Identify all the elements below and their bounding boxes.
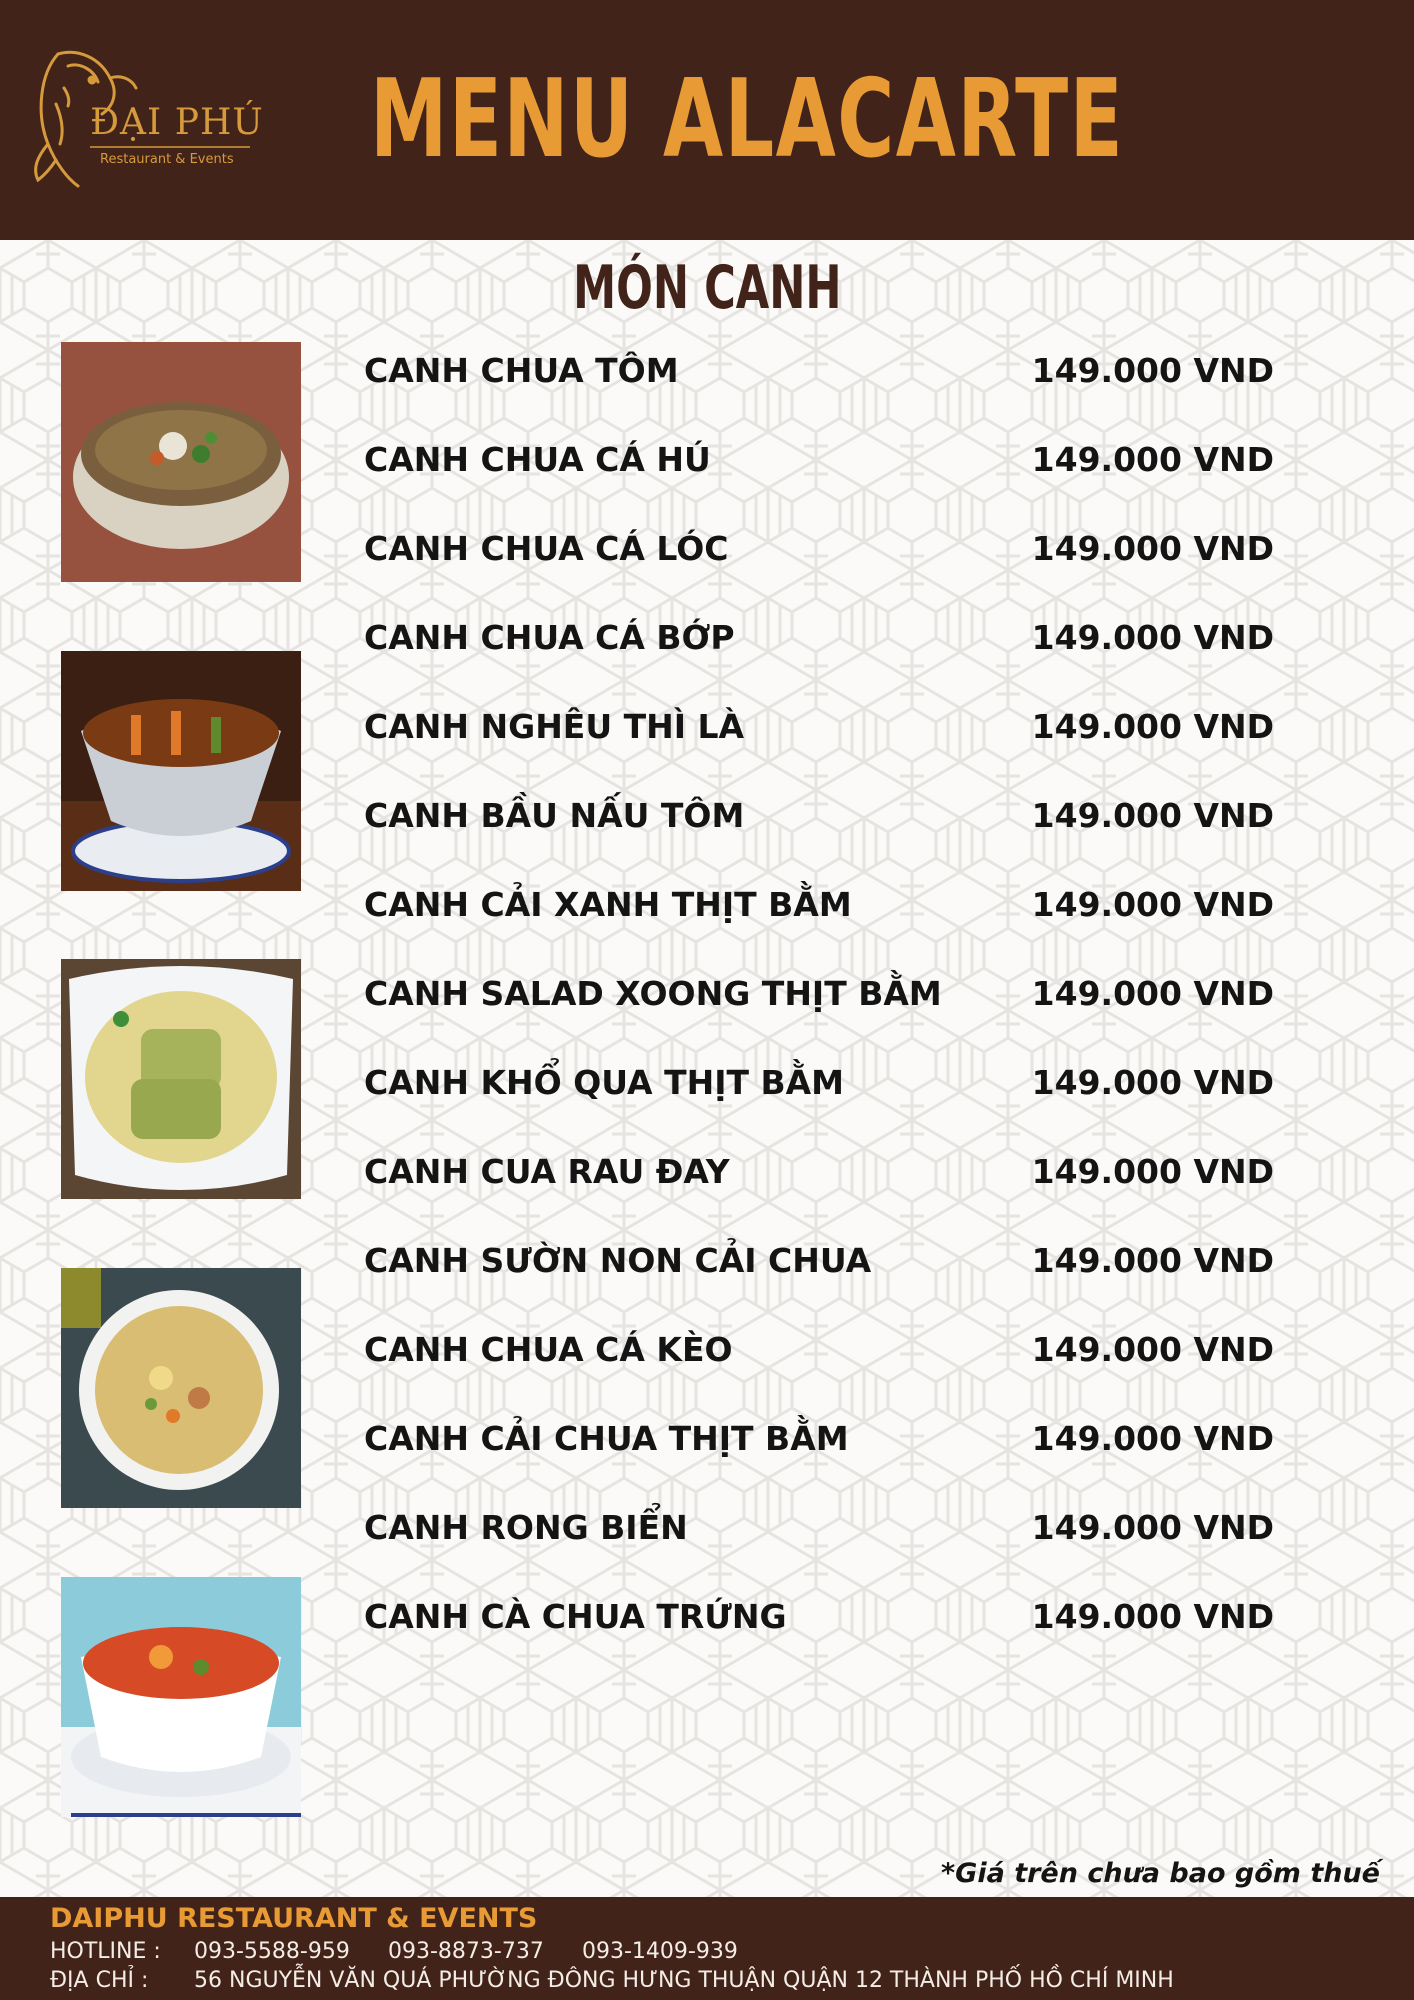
- item-name: CANH SƯỜN NON CẢI CHUA: [364, 1241, 872, 1280]
- menu-item: [364, 1231, 1274, 1291]
- item-price: 149.000 VND: [1031, 1508, 1274, 1547]
- hotline-row: [50, 1939, 738, 1964]
- item-name: CANH RONG BIỂN: [364, 1508, 688, 1547]
- menu-item: [364, 519, 1274, 579]
- logo-tagline: Restaurant & Events: [100, 152, 234, 167]
- menu-item: [364, 1320, 1274, 1380]
- dish-photo-1: [61, 342, 301, 582]
- address-text: 56 NGUYỄN VĂN QUÁ PHƯỜNG ĐÔNG HƯNG THUẬN QUẬN 12 THÀNH PHỐ HỒ CHÍ MINH: [194, 1968, 1174, 1993]
- item-price: 149.000 VND: [1031, 1152, 1274, 1191]
- header: [0, 0, 1414, 240]
- menu-item: [364, 875, 1274, 935]
- item-price: 149.000 VND: [1031, 351, 1274, 390]
- menu-item: [364, 1498, 1274, 1558]
- item-name: CANH CHUA CÁ KÈO: [364, 1330, 733, 1369]
- phone-number[interactable]: 093-8873-737: [388, 1939, 544, 1964]
- dish-photo-3: [61, 959, 301, 1199]
- dish-photo-2: [61, 651, 301, 891]
- phone-number[interactable]: 093-1409-939: [582, 1939, 738, 1964]
- menu-item: [364, 430, 1274, 490]
- address-label: ĐỊA CHỈ :: [50, 1968, 149, 1993]
- logo-underline: [90, 142, 250, 152]
- footer: [0, 1897, 1414, 2000]
- menu-item: [364, 786, 1274, 846]
- item-price: 149.000 VND: [1031, 529, 1274, 568]
- hotline-label: HOTLINE :: [50, 1939, 161, 1964]
- item-name: CANH CHUA CÁ LÓC: [364, 529, 729, 568]
- item-price: 149.000 VND: [1031, 974, 1274, 1013]
- menu-item: [364, 341, 1274, 401]
- section-title: [0, 253, 1414, 323]
- item-name: CANH BẦU NẤU TÔM: [364, 796, 745, 835]
- menu-item: [364, 964, 1274, 1024]
- item-price: 149.000 VND: [1031, 1063, 1274, 1102]
- menu-item: [364, 1587, 1274, 1647]
- phone-number[interactable]: 093-5588-959: [194, 1939, 350, 1964]
- address-row: [50, 1968, 1174, 1993]
- menu-item: [364, 697, 1274, 757]
- logo-name: ĐẠI PHÚ: [90, 102, 264, 143]
- item-name: CANH CHUA CÁ BỚP: [364, 618, 735, 657]
- item-name: CANH KHỔ QUA THỊT BẰM: [364, 1063, 845, 1102]
- item-price: 149.000 VND: [1031, 796, 1274, 835]
- tax-note: *Giá trên chưa bao gồm thuế: [941, 1858, 1380, 1889]
- item-price: 149.000 VND: [1031, 1419, 1274, 1458]
- item-name: CANH CHUA TÔM: [364, 351, 679, 390]
- menu-item: [364, 1409, 1274, 1469]
- dish-photo-4: [61, 1268, 301, 1508]
- section-title-text: MÓN CANH: [572, 253, 842, 323]
- item-name: CANH CẢI CHUA THỊT BẰM: [364, 1419, 849, 1458]
- menu-item: [364, 608, 1274, 668]
- item-name: CANH CUA RAU ĐAY: [364, 1152, 730, 1191]
- item-price: 149.000 VND: [1031, 618, 1274, 657]
- menu-item: [364, 1053, 1274, 1113]
- item-price: 149.000 VND: [1031, 707, 1274, 746]
- item-price: 149.000 VND: [1031, 885, 1274, 924]
- menu-title: MENU ALACARTE: [370, 57, 1125, 182]
- item-price: 149.000 VND: [1031, 440, 1274, 479]
- item-name: CANH CÀ CHUA TRỨNG: [364, 1597, 787, 1636]
- item-price: 149.000 VND: [1031, 1330, 1274, 1369]
- item-name: CANH SALAD XOONG THỊT BẰM: [364, 974, 942, 1013]
- item-name: CANH CẢI XANH THỊT BẰM: [364, 885, 852, 924]
- item-price: 149.000 VND: [1031, 1597, 1274, 1636]
- footer-brand: DAIPHU RESTAURANT & EVENTS: [50, 1903, 538, 1934]
- item-price: 149.000 VND: [1031, 1241, 1274, 1280]
- item-name: CANH CHUA CÁ HÚ: [364, 440, 711, 479]
- restaurant-logo: [28, 44, 264, 194]
- dish-photo-5: [61, 1577, 301, 1817]
- item-name: CANH NGHÊU THÌ LÀ: [364, 707, 745, 746]
- menu-item: [364, 1142, 1274, 1202]
